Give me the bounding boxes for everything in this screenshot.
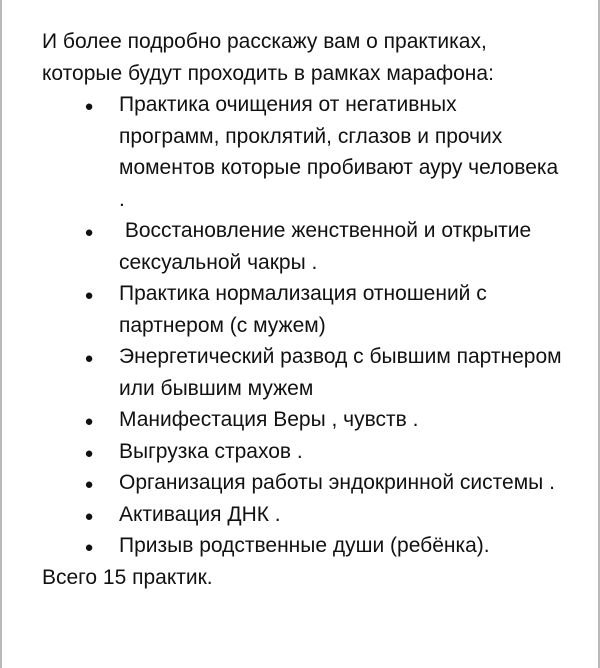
bullet-icon xyxy=(83,341,95,375)
list-item xyxy=(42,341,568,404)
list-item-text: Манифестация Веры , чувств . xyxy=(119,408,419,431)
list-item xyxy=(42,436,562,468)
list-item-text: Призыв родственные души (ребёнка). xyxy=(119,534,490,557)
bullet-icon xyxy=(83,278,95,312)
list-item xyxy=(42,89,565,215)
list-item xyxy=(42,278,562,341)
list-item-text: Практика нормализация отношений с партнером (с мужем) xyxy=(119,282,493,337)
bullet-icon xyxy=(83,467,95,501)
list-item xyxy=(42,215,562,278)
list-item-text: Практика очищения от негативных программ, проклятий, сглазов и прочих моментов которые пробивают ауру человека . xyxy=(119,93,565,211)
list-item-text: Организация работы эндокринной системы . xyxy=(119,471,555,494)
footer-paragraph: Всего 15 практик. xyxy=(42,565,213,589)
bullet-icon xyxy=(83,89,95,123)
practices-list xyxy=(42,89,568,562)
document-content xyxy=(42,26,568,593)
list-item xyxy=(42,530,562,562)
intro-paragraph: И более подробно расскажу вам о практиках, которые будут проходить в рамках марафона: xyxy=(42,30,494,85)
list-item-text: Выгрузка страхов . xyxy=(119,439,303,463)
bullet-icon xyxy=(83,404,95,438)
list-item-text: Энергетический развод с бывшим партнером или бывшим мужем xyxy=(119,345,568,400)
list-item-text: Активация ДНК . xyxy=(119,502,281,526)
bullet-icon xyxy=(83,530,95,564)
bullet-icon xyxy=(83,436,95,470)
bullet-icon xyxy=(83,215,95,249)
list-item xyxy=(42,404,562,436)
list-item xyxy=(42,499,562,531)
list-item-text: Восстановление женственной и открытие сексуальной чакры . xyxy=(119,219,538,274)
list-item xyxy=(42,467,562,499)
bullet-icon xyxy=(83,499,95,533)
